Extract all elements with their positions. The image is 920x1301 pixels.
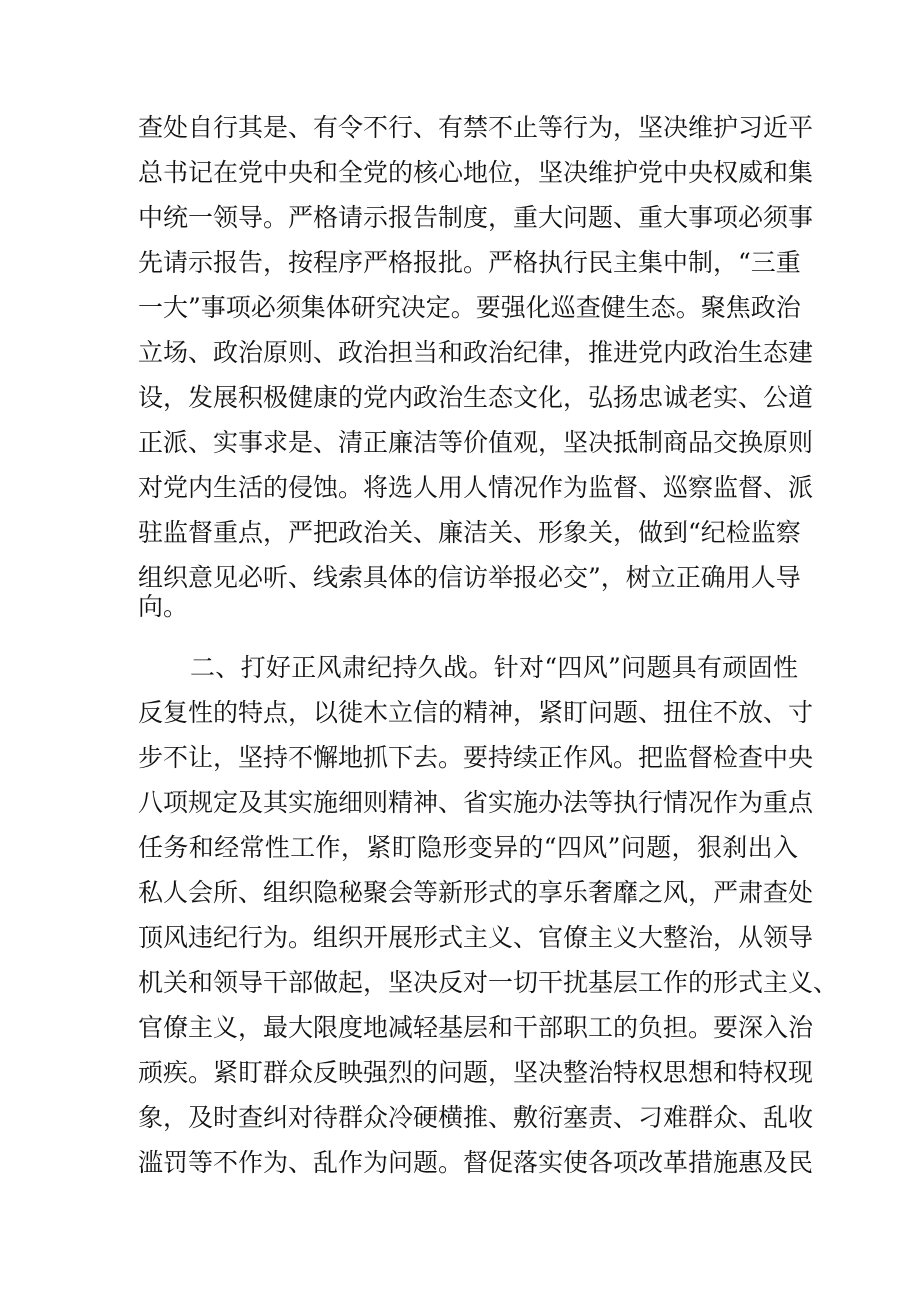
text-line: 查处自行其是、有令不行、有禁不止等行为，坚决维护习近平 bbox=[138, 113, 814, 142]
text-line: 组织意见必听、线索具体的信访举报必交”，树立正确用人导 bbox=[138, 563, 801, 592]
text-line: 中统一领导。严格请示报告制度，重大问题、重大事项必须事 bbox=[138, 203, 814, 232]
text-line: 顶风违纪行为。组织开展形式主义、官僚主义大整治，从领导 bbox=[138, 923, 814, 952]
text-line: 步不让，坚持不懈地抓下去。要持续正作风。把监督检查中央 bbox=[138, 743, 814, 772]
text-line: 对党内生活的侵蚀。将选人用人情况作为监督、巡察监督、派 bbox=[138, 473, 814, 502]
text-line: 驻监督重点，严把政治关、廉洁关、形象关，做到“纪检监察 bbox=[138, 518, 801, 547]
text-line: 私人会所、组织隐秘聚会等新形式的享乐奢靡之风，严肃查处 bbox=[138, 878, 814, 907]
text-line: 反复性的特点，以徙木立信的精神，紧盯问题、扭住不放、寸 bbox=[138, 698, 814, 727]
text-line: 设，发展积极健康的党内政治生态文化，弘扬忠诚老实、公道 bbox=[138, 383, 814, 412]
text-line: 总书记在党中央和全党的核心地位，坚决维护党中央权威和集 bbox=[138, 158, 814, 187]
text-line: 顽疾。紧盯群众反映强烈的问题，坚决整治特权思想和特权现 bbox=[138, 1058, 814, 1087]
text-line: 滥罚等不作为、乱作为问题。督促落实使各项改革措施惠及民 bbox=[138, 1148, 814, 1177]
text-line: 向。 bbox=[138, 592, 189, 621]
text-line: 正派、实事求是、清正廉洁等价值观，坚决抵制商品交换原则 bbox=[138, 428, 814, 457]
text-line: 一大”事项必须集体研究决定。要强化巡查健生态。聚焦政治 bbox=[138, 293, 801, 322]
paragraph-heading-line: 二、打好正风肃纪持久战。针对“四风”问题具有顽固性 bbox=[190, 653, 798, 682]
text-line: 象，及时查纠对待群众冷硬横推、敷衍塞责、刁难群众、乱收 bbox=[138, 1103, 814, 1132]
text-line: 任务和经常性工作，紧盯隐形变异的“四风”问题，狠刹出入 bbox=[138, 833, 798, 862]
text-line: 先请示报告，按程序严格报批。严格执行民主集中制，“三重 bbox=[138, 248, 801, 277]
text-line: 官僚主义，最大限度地减轻基层和干部职工的负担。要深入治 bbox=[138, 1013, 814, 1042]
text-line: 立场、政治原则、政治担当和政治纪律，推进党内政治生态建 bbox=[138, 338, 814, 367]
text-line: 机关和领导干部做起，坚决反对一切干扰基层工作的形式主义、 bbox=[138, 968, 839, 997]
text-line: 八项规定及其实施细则精神、省实施办法等执行情况作为重点 bbox=[138, 788, 814, 817]
